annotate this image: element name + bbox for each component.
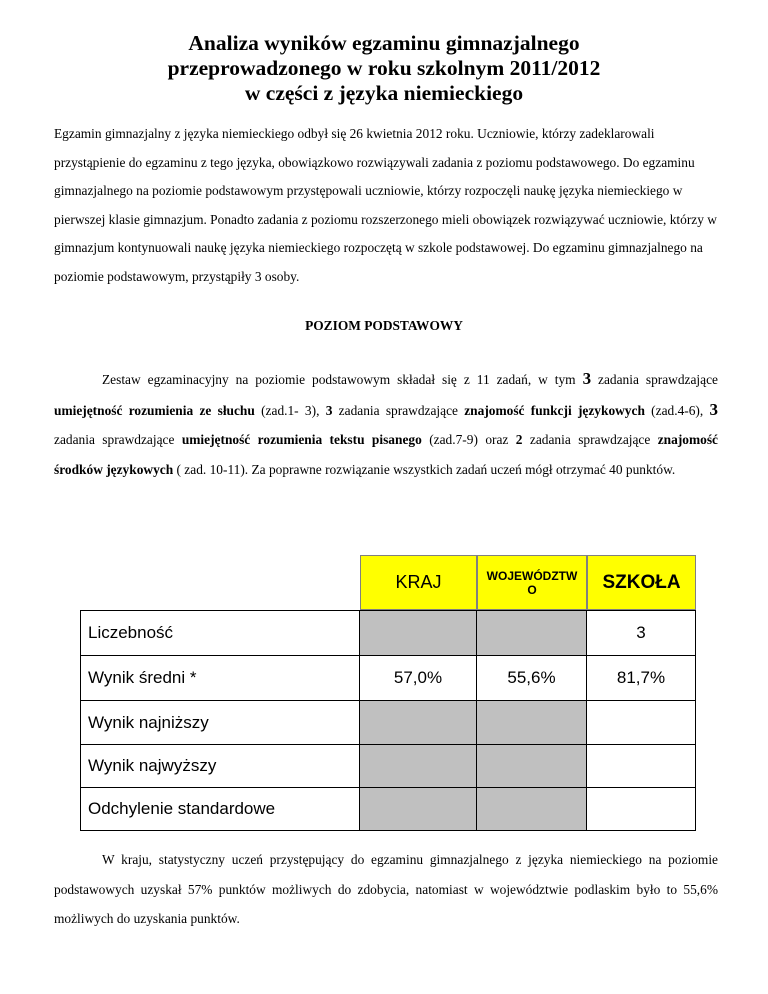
intro-paragraph: Egzamin gimnazjalny z języka niemieckiego odbył się 26 kwietnia 2012 roku. Uczniowie, którzy zadeklarowali przystąpienie do egzaminu z tego języka, obowiązkowo rozwiązywali zadania z poziomu podstawowego. Do egzaminu gimnazjalnego na poziomie podstawowym przystępowali uczniowie, którzy rozpoczęli naukę języka niemieckiego w pierwszej klasie gimnazjum. Ponadto zadania z poziomu rozszerzonego mieli obowiązek rozwiązywać uczniowie, którzy w gimnazjum kontynuowali naukę języka niemieckiego rozpoczętą w szkole podstawowej. Do egzaminu gimnazjalnego na poziomie podstawowym, przystąpiły 3 osoby. [54, 126, 717, 284]
exam-structure-paragraph: Zestaw egzaminacyjny na poziomie podstawowym składał się z 11 zadań, w tym 3 zadania sprawdzające umiejętność rozumienia ze słuchu (zad.1- 3), 3 zadania sprawdzające znajomość funkcji językowych (zad.4-6), 3 zadania sprawdzające umiejętność rozumienia tekstu pisanego (zad.7-9) oraz 2 zadania sprawdzające znajomość środków językowych ( zad. 10-11). Za poprawne rozwiązanie wszystkich zadań uczeń mógł otrzymać 40 punktów. [54, 369, 719, 477]
cell-wojewodztwo: 55,6% [477, 656, 587, 700]
cell-kraj [360, 788, 477, 830]
row-label: Wynik średni * [81, 656, 360, 700]
cell-kraj: 57,0% [360, 656, 477, 700]
table-row [81, 745, 695, 787]
title-line-3: w części z języka niemieckiego [244, 81, 524, 105]
cell-wojewodztwo [477, 745, 587, 787]
cell-wojewodztwo [477, 701, 587, 744]
cell-wojewodztwo [477, 788, 587, 830]
results-table [80, 555, 696, 831]
cell-wojewodztwo [477, 611, 587, 655]
cell-szkola [587, 745, 695, 787]
row-label: Wynik najniższy [81, 701, 360, 744]
cell-kraj [360, 745, 477, 787]
section-heading: POZIOM PODSTAWOWY [305, 318, 463, 333]
table-body [80, 610, 696, 831]
table-row [81, 611, 695, 655]
title-line-1: Analiza wyników egzaminu gimnazjalnego [188, 31, 580, 55]
row-label: Liczebność [81, 611, 360, 655]
table-row [81, 656, 695, 700]
header-wojewodztwo: WOJEWÓDZTWO [477, 555, 587, 610]
cell-szkola [587, 788, 695, 830]
cell-szkola [587, 701, 695, 744]
table-row [81, 788, 695, 830]
header-kraj: KRAJ [360, 555, 477, 610]
cell-szkola: 3 [636, 623, 646, 642]
row-label: Wynik najwyższy [81, 745, 360, 787]
row-label: Odchylenie standardowe [81, 788, 360, 830]
header-szkola: SZKOŁA [587, 555, 696, 610]
cell-kraj [360, 611, 477, 655]
summary-paragraph: W kraju, statystyczny uczeń przystępujący do egzaminu gimnazjalnego z języka niemieckiego na poziomie podstawowych uzyskał 57% punktów możliwych do zdobycia, natomiast w województwie podlaskim było to 55,6% możliwych do uzyskania punktów. [54, 852, 718, 926]
title-line-2: przeprowadzonego w roku szkolnym 2011/2012 [167, 56, 601, 80]
document-title [0, 31, 768, 106]
cell-kraj [360, 701, 477, 744]
cell-szkola: 81,7% [616, 668, 666, 687]
table-row [81, 701, 695, 744]
